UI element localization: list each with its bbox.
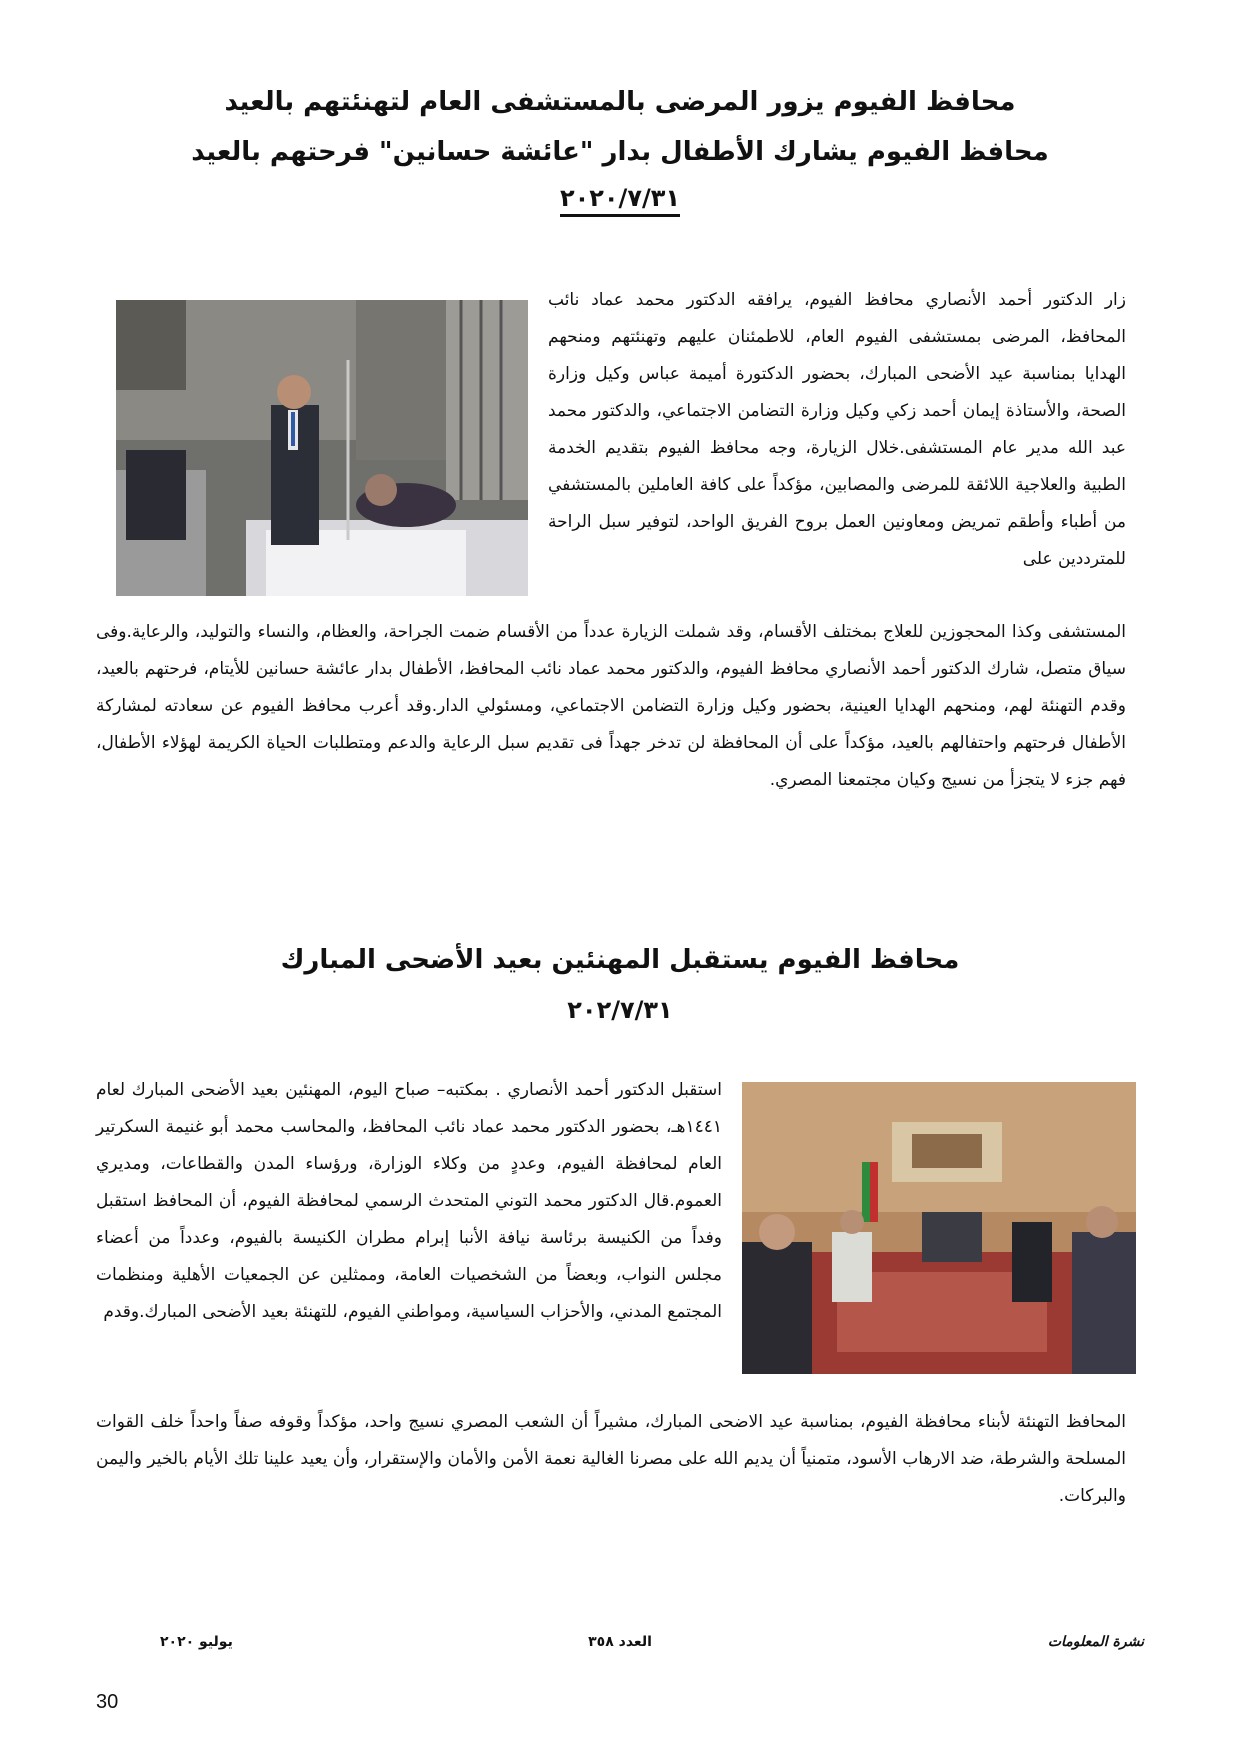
article2-date-wrap (0, 992, 1240, 1028)
article1-subtitle: محافظ الفيوم يشارك الأطفال بدار "عائشة حسانين" فرحتهم بالعيد (191, 137, 1049, 167)
article2-body-wrapped: استقبل الدكتور أحمد الأنصاري . بمكتبه– صباح اليوم، المهنئين بعيد الأضحى المبارك لعام ١٤٤١هـ، بحضور الدكتور محمد عماد نائب المحافظ، والمحاسب محمد أبو غنيمة السكرتير العام لمحافظة الفيوم، وعددٍ من وكلاء الوزارة، ورؤساء المدن والقطاعات، ومديري العموم.قال الدكتور محمد التوني المتحدث الرسمي لمحافظة الفيوم، أن المحافظ استقبل وفداً من الكنيسة برئاسة نيافة الأنبا إبرام مطران الكنيسة بالفيوم، وعدداً من أعضاء مجلس النواب، وبعضاً من الشخصيات العامة، وممثلين عن الجمعيات الأهلية ومنظمات المجتمع المدني، والأحزاب السياسية، ومواطني الفيوم، للتهنئة بعيد الأضحى المبارك.وقدم (96, 1080, 722, 1322)
reception-meeting-image (742, 1082, 1136, 1374)
article2-photo (742, 1082, 1136, 1374)
article1-title: محافظ الفيوم يزور المرضى بالمستشفى العام لتهنئتهم بالعيد (224, 87, 1016, 117)
footer-publication: نشرة المعلومات (1047, 1634, 1144, 1650)
article1-date-wrap (0, 180, 1240, 216)
footer-month: يوليو ٢٠٢٠ (160, 1634, 233, 1650)
footer-issue: العدد ٣٥٨ (588, 1634, 652, 1650)
article1-body-wrapped: زار الدكتور أحمد الأنصاري محافظ الفيوم، يرافقه الدكتور محمد عماد نائب المحافظ، المرضى بمستشفى الفيوم العام، للاطمئنان عليهم وتهنئتهم ومنحهم الهدايا بمناسبة عيد الأضحى المبارك، بحضور الدكتورة أميمة عباس وكيل وزارة الصحة، والأستاذة إيمان أحمد زكي وكيل وزارة التضامن الاجتماعي، والدكتور محمد عبد الله مدير عام المستشفى.خلال الزيارة، وجه محافظ الفيوم بتقديم الخدمة الطبية والعلاجية اللائقة للمرضى والمصابين، مؤكداً على كافة العاملين بالمستشفي من أطباء وأطقم تمريض ومعاونين العمل بروح الفريق الواحد، لتوفير سبل الراحة للمترددين على (548, 290, 1126, 569)
page-number: 30 (96, 1691, 119, 1713)
article1-body-full: المستشفى وكذا المحجوزين للعلاج بمختلف الأقسام، وقد شملت الزيارة عدداً من الأقسام ضمت الجراحة، والعظام، والنساء والتوليد، والرعاية.وفى سياق متصل، شارك الدكتور أحمد الأنصاري محافظ الفيوم، والدكتور محمد عماد نائب المحافظ، الأطفال بدار عائشة حسانين للأيتام، فرحتهم بالعيد، وقدم التهنئة لهم، ومنحهم الهدايا العينية، بحضور وكيل وزارة التضامن الاجتماعي، ومسئولي الدار.وقد أعرب محافظ الفيوم عن سعادته لمشاركة الأطفال فرحتهم واحتفالهم بالعيد، مؤكداً على أن المحافظة لن تدخر جهداً فى تقديم سبل الرعاية والدعم ومتطلبات الحياة الكريمة لهؤلاء الأطفال، فهم جزء لا يتجزأ من نسيج وكيان مجتمعنا المصري. (96, 622, 1126, 790)
article1-date: ٢٠٢٠/٧/٣١ (560, 184, 680, 217)
hospital-visit-image (116, 300, 528, 596)
article2-body-full: المحافظ التهنئة لأبناء محافظة الفيوم، بمناسبة عيد الاضحى المبارك، مشيراً أن الشعب المصري نسيج واحد، مؤكداً وقوفه صفاً واحداً خلف القوات المسلحة والشرطة، ضد الارهاب الأسود، متمنياً أن يديم الله على مصرنا الغالية نعمة الأمن والأمان والإستقرار، وأن يعيد علينا تلك الأيام بالخير واليمن والبركات. (96, 1412, 1126, 1506)
article2-title: محافظ الفيوم يستقبل المهنئين بعيد الأضحى المبارك (280, 945, 960, 975)
article1-photo (116, 300, 528, 596)
article2-date: ٢٠٢/٧/٣١ (567, 996, 673, 1024)
